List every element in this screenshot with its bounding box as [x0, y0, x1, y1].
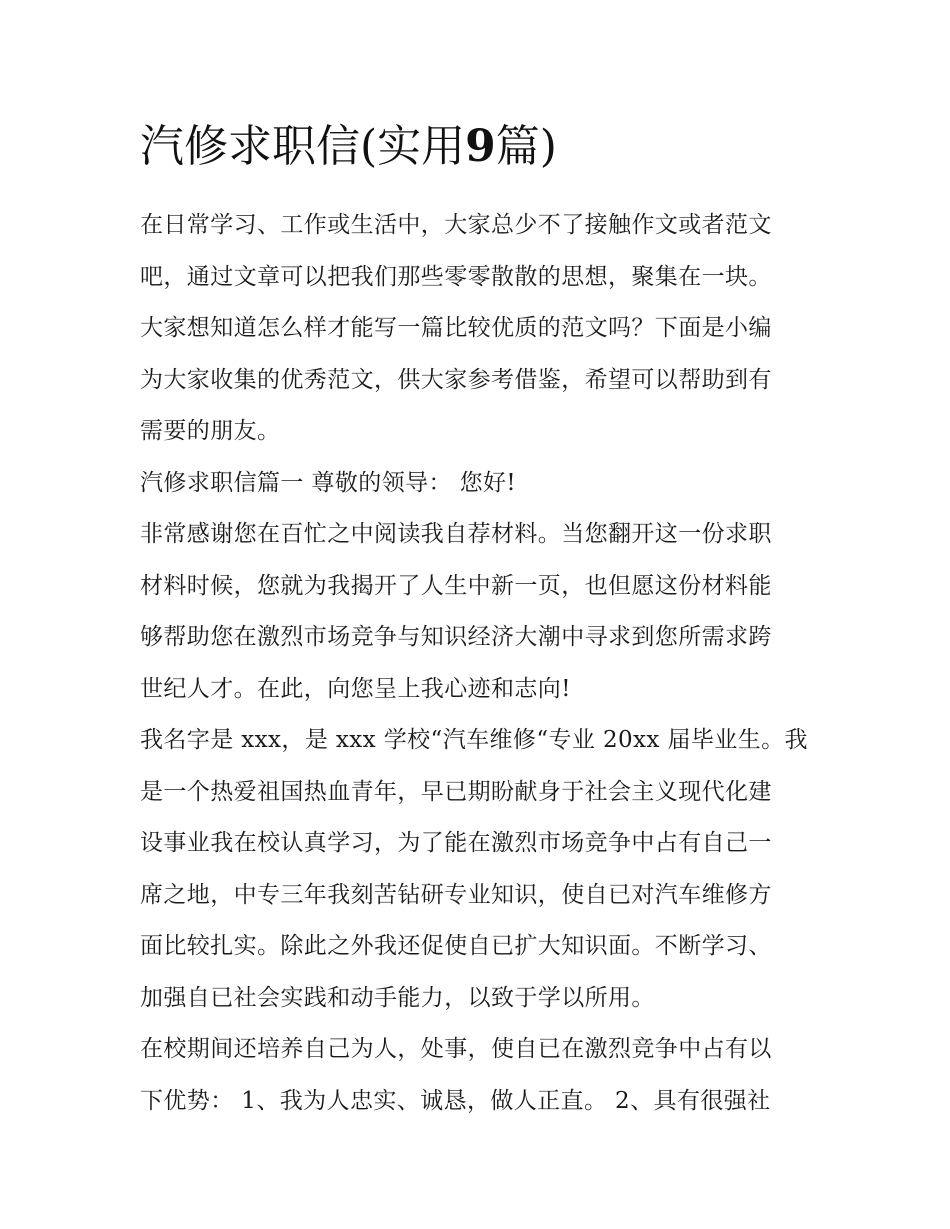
paragraph-line: 面比较扎实。除此之外我还促使自已扩大知识面。不断学习、 — [140, 933, 772, 959]
title-number: 9 — [465, 121, 496, 172]
intro-paragraph — [140, 200, 812, 458]
document-body — [140, 112, 812, 1127]
letter-paragraph-intro — [140, 715, 812, 1024]
letter-paragraph-strengths — [140, 1024, 812, 1127]
paragraph-line: 下优势： 1、我为人忠实、诚恳，做人正直。 2、具有很强社 — [140, 1087, 771, 1114]
paragraph-line: 是一个热爱祖国热血青年，早已期盼献身于社会主义现代化建 — [140, 778, 772, 805]
paragraph-line: 席之地，中专三年我刻苦钻研专业知识，使自已对汽车维修方 — [140, 881, 772, 908]
paragraph-line: 加强自已社会实践和动手能力，以致于学以所用。 — [140, 984, 655, 1011]
paragraph-line: 够帮助您在激烈市场竞争与知识经济大潮中寻求到您所需求跨 — [140, 624, 772, 650]
paragraph-line: 设事业我在校认真学习，为了能在激烈市场竞争中占有自己一 — [140, 830, 772, 856]
title-suffix: 篇) — [495, 121, 557, 172]
paragraph-line: 需要的朋友。 — [140, 418, 281, 444]
paragraph-line: 非常感谢您在百忙之中阅读我自荐材料。当您翻开这一份求职 — [140, 521, 772, 547]
paragraph-line: 汽修求职信篇一 尊敬的领导： 您好! — [140, 469, 517, 496]
paragraph-line: 大家想知道怎么样才能写一篇比较优质的范文吗？下面是小编 — [140, 315, 772, 341]
title-prefix: 汽修求职信(实用 — [140, 121, 466, 172]
paragraph-line: 材料时候，您就为我揭开了人生中新一页，也但愿这份材料能 — [140, 572, 772, 599]
letter-paragraph-thanks — [140, 509, 812, 715]
paragraph-line: 在日常学习、工作或生活中，大家总少不了接触作文或者范文 — [140, 212, 772, 238]
paragraph-line: 世纪人才。在此，向您呈上我心迹和志向! — [140, 675, 571, 702]
paragraph-line: 吧，通过文章可以把我们那些零零散散的思想，聚集在一块。 — [140, 263, 772, 290]
paragraph-line: 我名字是 xxx，是 xxx 学校“汽车维修“专业 20xx 届毕业生。我 — [140, 727, 808, 753]
paragraph-line: 在校期间还培养自己为人，处事，使自已在激烈竞争中占有以 — [140, 1036, 772, 1062]
letter-greeting — [140, 458, 812, 510]
paragraph-line: 为大家收集的优秀范文，供大家参考借鉴，希望可以帮助到有 — [140, 366, 772, 393]
document-title — [140, 112, 812, 182]
